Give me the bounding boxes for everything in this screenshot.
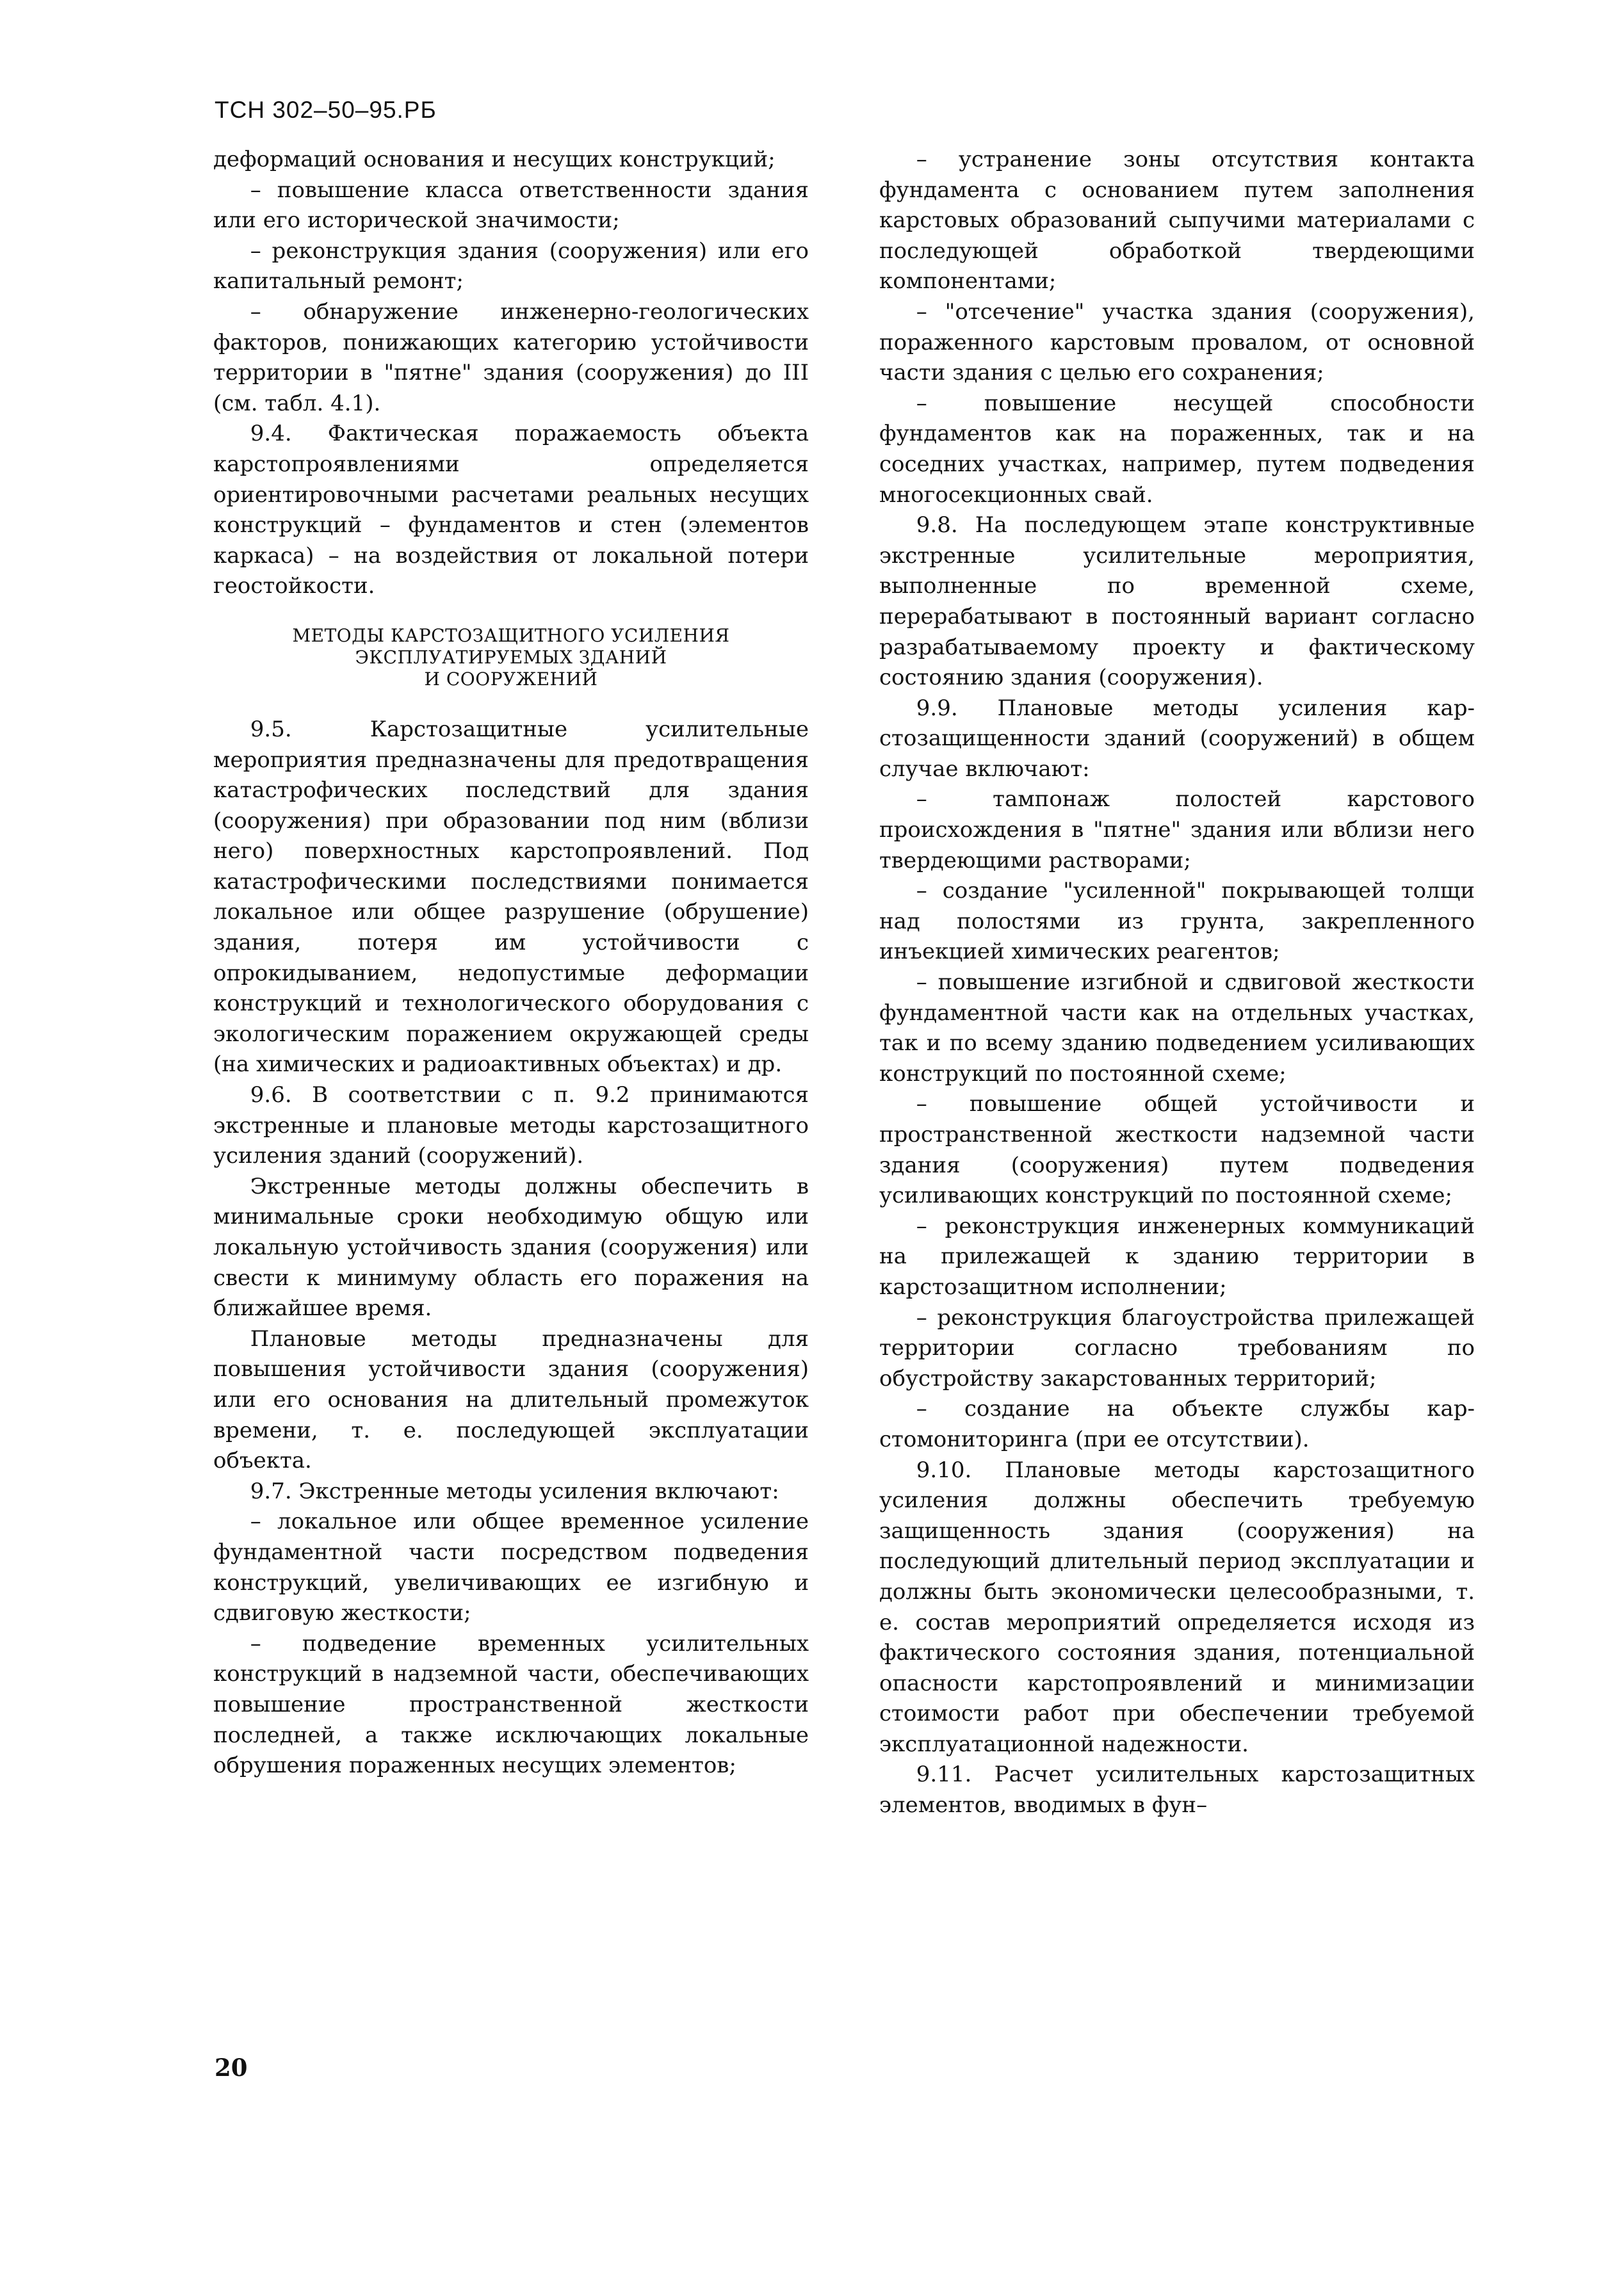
list-item-stability: – повышение общей устойчивости и пространственной жесткости надземной части здания (сооружения) путем подведения усиливающих конструкций по постоянной схеме; [879, 1091, 1475, 1209]
list-item-cut-off: – "отсечение" участка здания (сооружения), пораженного карстовым провалом, от основной части здания с целью его сохранения; [879, 298, 1475, 386]
list-item-stiffness: – повышение изгибной и сдвиговой жесткости фундаментной части как на отдельных участках, так и по всему зданию подведением усиливающих конструкций по постоянной схеме; [879, 969, 1475, 1087]
list-item-reinforced-layer: – создание "усиленной" покрывающей толщи над полостями из грунта, закрепленного инъекцией химических реагентов; [879, 878, 1475, 965]
list-item-temporary-structures: – подведение временных усилительных конструкций в надземной части, обеспечивающих повышение пространственной жесткости последней, а также исключающих локальные обрушения пораженных несущих элементов; [213, 1630, 809, 1779]
list-item-responsibility-class: – повышение класса ответственности здания или его исторической значимости; [213, 177, 809, 234]
list-item-bearing-capacity: – повышение несущей способности фундаментов как на пораженных, так и на соседних участках, например, путем подведения многосекционных свай. [879, 390, 1475, 508]
paragraph-9-6: 9.6. В соответствии с п. 9.2 принимаются экстренные и плановые методы карстозащитного усиления зданий (сооружений). [213, 1082, 809, 1169]
paragraph-continuation: деформаций основания и несущих конструкций; [213, 147, 775, 172]
list-item-geological-factors: – обнаружение инженерно-геологических факторов, понижающих категорию устойчивости территории в "пятне" здания (сооружения) до III (см. табл. 4.1). [213, 298, 809, 416]
list-item-monitoring: – создание на объекте службы карстомониторинга (при ее отсутствии). [879, 1396, 1475, 1452]
left-text-column [213, 145, 809, 1781]
section-heading-line-3: И СООРУЖЕНИЙ [424, 668, 598, 690]
list-item-utilities: – реконструкция инженерных коммуникаций на прилежащей к зданию территории в карстозащитном исполнении; [879, 1213, 1475, 1300]
section-heading-line-1: МЕТОДЫ КАРСТОЗАЩИТНОГО УСИЛЕНИЯ [292, 624, 730, 646]
section-heading [213, 625, 809, 690]
paragraph-9-8: 9.8. На последующем этапе конструктивные экстренные усилительные мероприятия, выполненные по временной схеме, перерабатывают в постоянный вариант согласно разрабатываемому проекту и фактическому состоянию здания (сооружения). [879, 512, 1475, 691]
list-item-landscaping: – реконструкция благоустройства прилежащей территории согласно требованиям по обустройству закарстованных территорий; [879, 1304, 1475, 1391]
right-text-column [879, 145, 1475, 1821]
list-item-grouting: – тампонаж полостей карстового происхождения в "пятне" здания или вблизи него твердеющими растворами; [879, 786, 1475, 873]
list-item-contact-zone: – устранение зоны отсутствия контакта фундамента с основанием путем заполнения карстовых образований сыпучими материалами с последующей обработкой твердеющими компонентами; [879, 147, 1475, 295]
paragraph-9-9: 9.9. Плановые методы усиления карстозащищенности зданий (сооружений) в общем случае включают: [879, 695, 1475, 782]
paragraph-9-10: 9.10. Плановые методы карстозащитного усиления должны обеспечить требуемую защищенность здания (сооружения) на последующий длительный период эксплуатации и должны быть экономически целесообразными, т. е. состав мероприятий определяется исходя из фактического состояния здания, потенциальной опасности карстопроявлений и минимизации стоимости работ при обеспечении требуемой эксплуатационной надежности. [879, 1457, 1475, 1757]
paragraph-emergency-methods: Экстренные методы должны обеспечить в минимальные сроки необходимую общую или локальную устойчивость здания (сооружения) или свести к минимуму область его поражения на ближайшее время. [213, 1173, 809, 1322]
paragraph-9-4: 9.4. Фактическая поражаемость объекта карстопроявлениями определяется ориентировочными расчетами реальных несущих конструкций – фундаментов и стен (элементов каркаса) – на воздействия от локальной потери геостойкости. [213, 421, 809, 599]
list-item-reconstruction: – реконструкция здания (сооружения) или его капитальный ремонт; [213, 238, 809, 295]
document-code-header: ТСН 302–50–95.РБ [215, 97, 437, 123]
paragraph-planned-methods: Плановые методы предназначены для повышения устойчивости здания (сооружения) или его основания на длительный промежуток времени, т. е. последующей эксплуатации объекта. [213, 1326, 809, 1474]
paragraph-9-7: 9.7. Экстренные методы усиления включают: [250, 1478, 779, 1504]
paragraph-9-5: 9.5. Карстозащитные усилительные мероприятия предназначены для предотвращения катастрофических последствий для здания (сооружения) при образовании под ним (вблизи него) поверхностных карстопроявлений. Под катастрофическими последствиями понимается локальное или общее разрушение (обрушение) здания, потеря им устойчивости с опрокидыванием, недопустимые деформации конструкций и технологического оборудования с экологическим поражением окружающей среды (на химических и радиоактивных объектах) и др. [213, 716, 809, 1078]
page-number: 20 [215, 2054, 248, 2082]
list-item-foundation-reinforcement: – локальное или общее временное усиление фундаментной части посредством подведения конструкций, увеличивающих ее изгибную и сдвиговую жесткости; [213, 1509, 809, 1626]
section-heading-line-2: ЭКСПЛУАТИРУЕМЫХ ЗДАНИЙ [355, 646, 667, 668]
paragraph-9-11: 9.11. Расчет усилительных карстозащитных элементов, вводимых в фун– [879, 1762, 1475, 1819]
